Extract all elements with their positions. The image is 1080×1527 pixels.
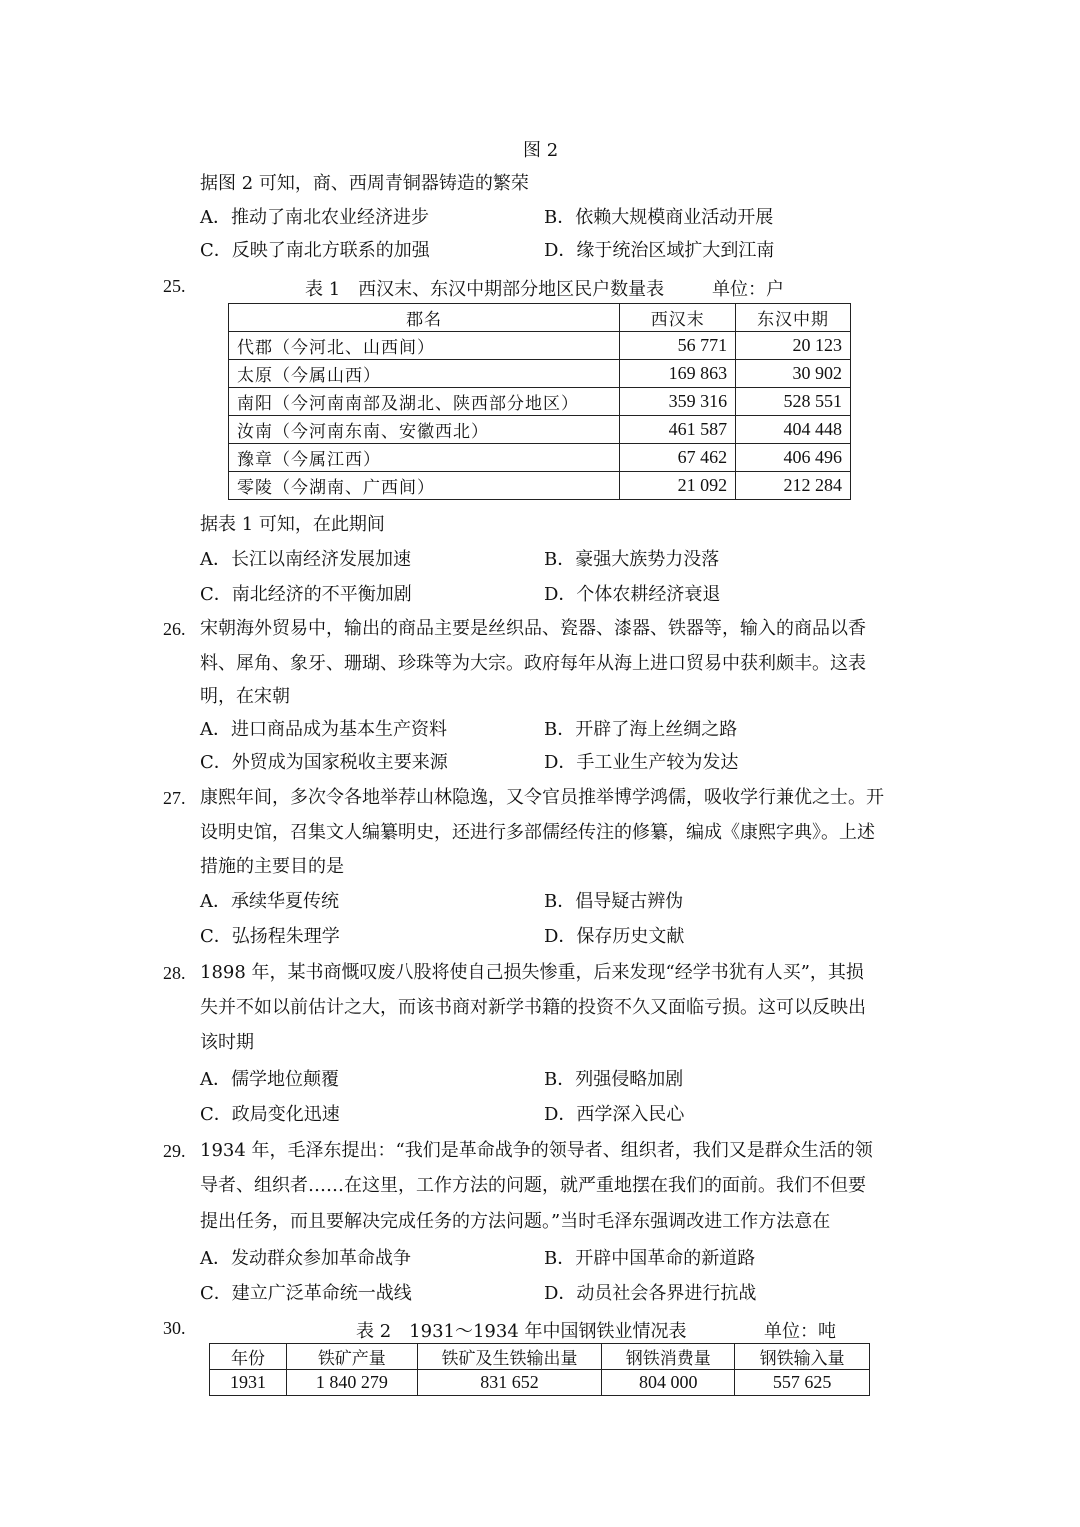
table2-header-row: [210, 1344, 870, 1370]
q29-stem-line: 导者、组织者……在这里，工作方法的问题，就严重地摆在我们的面前。我们不但要: [200, 1175, 866, 1196]
q27-number: 27.: [163, 788, 186, 808]
q26-option-c: C．外贸成为国家税收主要来源: [200, 752, 448, 773]
table-cell-value: 359 316: [620, 388, 736, 416]
q25-option-d: D．个体农耕经济衰退: [544, 584, 721, 605]
q29-option-c: C．建立广泛革命统一战线: [200, 1283, 412, 1304]
table2-header-cell: 钢铁输入量: [735, 1344, 870, 1370]
table-row: [229, 388, 851, 416]
table1-unit: 单位：户: [712, 279, 784, 300]
q26-option-b: B．开辟了海上丝绸之路: [544, 719, 738, 740]
table-row: [229, 444, 851, 472]
q29-option-a: A．发动群众参加革命战争: [200, 1248, 411, 1269]
table2-header-cell: 铁矿产量: [286, 1344, 417, 1370]
table-cell-name: 代郡（今河北、山西间）: [229, 332, 620, 360]
table-cell-value: 20 123: [736, 332, 851, 360]
q29-stem-line: 提出任务，而且要解决完成任务的方法问题。”当时毛泽东强调改进工作方法意在: [200, 1211, 831, 1232]
table-cell-name: 豫章（今属江西）: [229, 444, 620, 472]
table-cell-name: 零陵（今湖南、广西间）: [229, 472, 620, 500]
table1-header-cell: 东汉中期: [736, 304, 851, 332]
table-cell-value: 1931: [210, 1370, 287, 1396]
table-row: [229, 332, 851, 360]
table2-unit: 单位：吨: [764, 1321, 836, 1342]
table1-header-row: [229, 304, 851, 332]
q28-number: 28.: [163, 963, 186, 983]
q26-option-d: D．手工业生产较为发达: [544, 752, 739, 773]
q25-option-c: C．南北经济的不平衡加剧: [200, 584, 412, 605]
table-cell-value: 30 902: [736, 360, 851, 388]
q28-stem-line: 1898 年，某书商慨叹废八股将使自己损失惨重，后来发现“经学书犹有人买”，其损: [200, 962, 864, 983]
q29-option-b: B．开辟中国革命的新道路: [544, 1248, 756, 1269]
q25-number: 25.: [163, 276, 186, 296]
q26-stem-line: 料、犀角、象牙、珊瑚、珍珠等为大宗。政府每年从海上进口贸易中获利颇丰。这表: [200, 653, 866, 674]
table-row: [229, 416, 851, 444]
q25-option-a: A．长江以南经济发展加速: [200, 549, 411, 570]
q27-option-b: B．倡导疑古辨伪: [544, 891, 684, 912]
q24-option-a: A．推动了南北农业经济进步: [200, 207, 429, 228]
q25-stem: 据表 1 可知，在此期间: [200, 514, 385, 535]
table-cell-value: 169 863: [620, 360, 736, 388]
q27-option-c: C．弘扬程朱理学: [200, 926, 340, 947]
table-cell-value: 557 625: [735, 1370, 870, 1396]
table-cell-name: 南阳（今河南南部及湖北、陕西部分地区）: [229, 388, 620, 416]
table-cell-value: 461 587: [620, 416, 736, 444]
table-cell-value: 804 000: [602, 1370, 735, 1396]
q27-option-d: D．保存历史文献: [544, 926, 685, 947]
q27-stem-line: 康熙年间，多次令各地举荐山林隐逸，又令官员推举博学鸿儒，吸收学行兼优之士。开: [200, 787, 884, 808]
q24-option-c: C．反映了南北方联系的加强: [200, 240, 430, 261]
table-cell-value: 67 462: [620, 444, 736, 472]
table-cell-name: 太原（今属山西）: [229, 360, 620, 388]
q28-option-b: B．列强侵略加剧: [544, 1069, 684, 1090]
q24-option-d: D．缘于统治区域扩大到江南: [544, 240, 775, 261]
q26-option-a: A．进口商品成为基本生产资料: [200, 719, 447, 740]
figure-caption: 图 2: [523, 140, 559, 161]
q27-stem-line: 设明史馆，召集文人编纂明史，还进行多部儒经传注的修纂，编成《康熙字典》。上述: [200, 822, 875, 843]
table-cell-value: 212 284: [736, 472, 851, 500]
q28-option-c: C．政局变化迅速: [200, 1104, 340, 1125]
table-cell-value: 528 551: [736, 388, 851, 416]
q28-option-d: D．西学深入民心: [544, 1104, 685, 1125]
table-cell-value: 56 771: [620, 332, 736, 360]
table-row: [229, 472, 851, 500]
table2-header-cell: 钢铁消费量: [602, 1344, 735, 1370]
q29-number: 29.: [163, 1141, 186, 1161]
q24-option-b: B．依赖大规模商业活动开展: [544, 207, 774, 228]
q24-stem: 据图 2 可知，商、西周青铜器铸造的繁荣: [200, 173, 529, 194]
table2-header-cell: 年份: [210, 1344, 287, 1370]
q27-option-a: A．承续华夏传统: [200, 891, 339, 912]
table2-title: 表 2 1931～1934 年中国钢铁业情况表: [356, 1321, 687, 1342]
q28-stem-line: 失并不如以前估计之大，而该书商对新学书籍的投资不久又面临亏损。这可以反映出: [200, 997, 866, 1018]
table-cell-value: 21 092: [620, 472, 736, 500]
table-cell-value: 406 496: [736, 444, 851, 472]
table2-header-cell: 铁矿及生铁输出量: [417, 1344, 602, 1370]
q25-option-b: B．豪强大族势力没落: [544, 549, 720, 570]
q26-stem-line: 明，在宋朝: [200, 686, 290, 707]
table1-header-cell: 郡名: [229, 304, 620, 332]
table1-title: 表 1 西汉末、东汉中期部分地区民户数量表: [305, 279, 665, 300]
table-cell-value: 831 652: [417, 1370, 602, 1396]
table1: [228, 303, 851, 500]
q28-stem-line: 该时期: [200, 1032, 254, 1053]
q30-number: 30.: [163, 1318, 186, 1338]
table-cell-value: 1 840 279: [286, 1370, 417, 1396]
q28-option-a: A．儒学地位颠覆: [200, 1069, 339, 1090]
q26-stem-line: 宋朝海外贸易中，输出的商品主要是丝织品、瓷器、漆器、铁器等，输入的商品以香: [200, 618, 866, 639]
q29-stem-line: 1934 年，毛泽东提出：“我们是革命战争的领导者、组织者，我们又是群众生活的领: [200, 1140, 873, 1161]
q26-number: 26.: [163, 619, 186, 639]
table2: [209, 1343, 870, 1396]
q27-stem-line: 措施的主要目的是: [200, 856, 344, 877]
table-cell-value: 404 448: [736, 416, 851, 444]
table-row: [229, 360, 851, 388]
table1-header-cell: 西汉末: [620, 304, 736, 332]
table-cell-name: 汝南（今河南东南、安徽西北）: [229, 416, 620, 444]
table-row: [210, 1370, 870, 1396]
q29-option-d: D．动员社会各界进行抗战: [544, 1283, 757, 1304]
